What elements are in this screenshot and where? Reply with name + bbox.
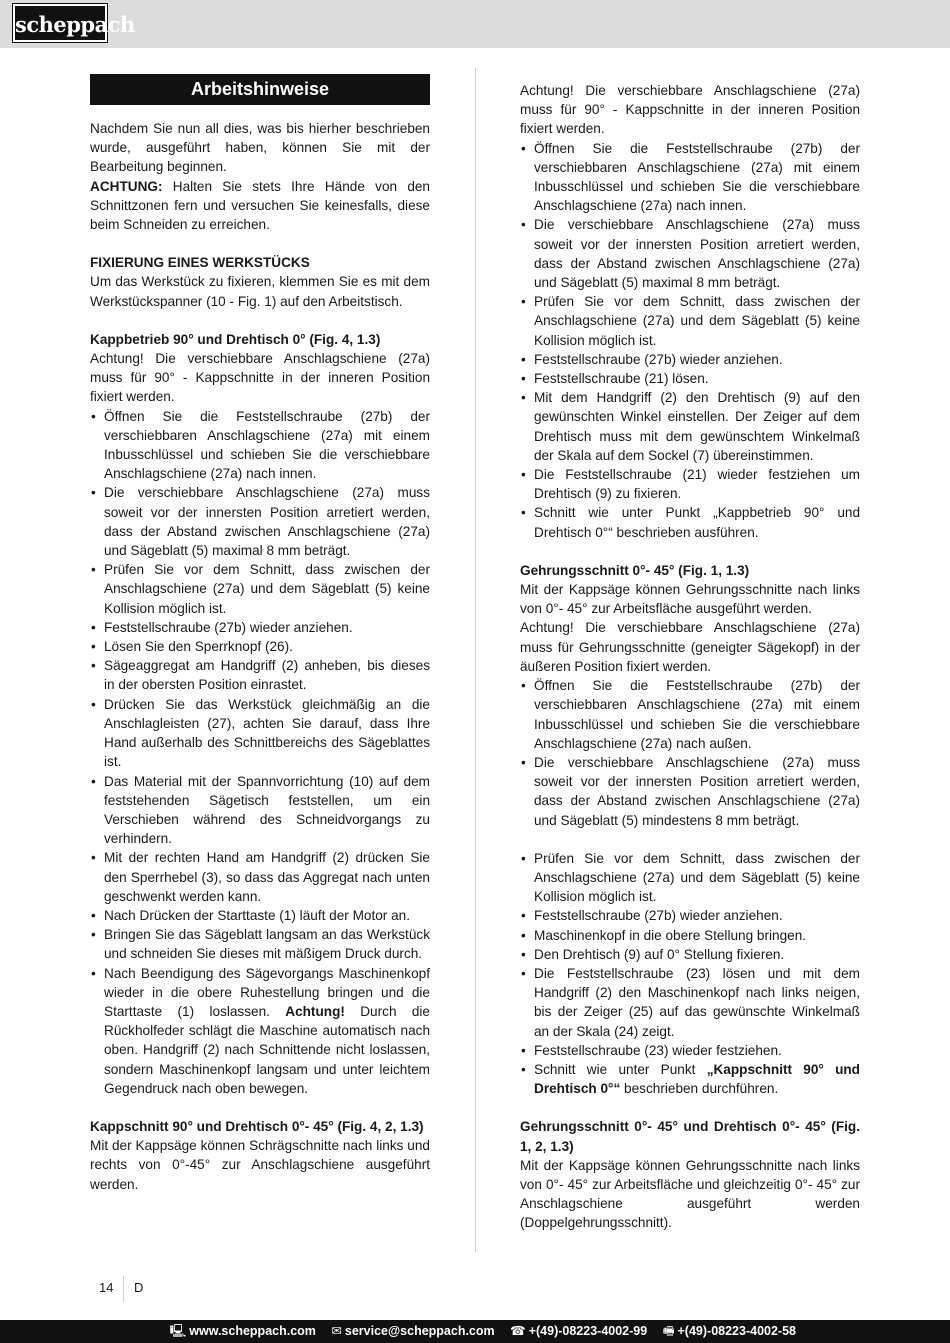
warning-text: Halten Sie stets Ihre Hände von den Schnittzonen fern und versuchen Sie keinesfalls, diese beim Schneiden zu erreichen.: [90, 178, 430, 233]
list-item: • Den Drehtisch (9) auf 0° Stellung fixieren.: [520, 945, 860, 964]
footer-web[interactable]: [170, 1324, 316, 1338]
warning-label: ACHTUNG:: [90, 178, 163, 194]
list-item: • Feststellschraube (27b) wieder anziehen.: [520, 350, 860, 369]
scheppach-logo[interactable]: scheppach: [13, 4, 107, 42]
list-item-text: Schnitt wie unter Punkt: [534, 1061, 707, 1077]
schnitt-heading: Kappschnitt 90° und Drehtisch 0°- 45° (Fig. 4, 2, 1.3): [90, 1118, 424, 1134]
list-item: • Öffnen Sie die Feststellschraube (27b) der verschiebbaren Anschlagschiene (27a) mit einem Inbusschlüssel und schieben Sie die verschiebbare Anschlagschiene (27a) nach außen.: [520, 676, 860, 753]
list-item: • Feststellschraube (21) lösen.: [520, 369, 860, 388]
section-title: Arbeitshinweise: [90, 74, 430, 105]
kapp-heading: Kappbetrieb 90° und Drehtisch 0° (Fig. 4, 1.3): [90, 331, 381, 347]
right-intro: Achtung! Die verschiebbare Anschlagschiene (27a) muss für 90° - Kappschnitte in der inneren Position fixiert werden.: [520, 83, 860, 137]
footer-phone: [510, 1324, 647, 1338]
gehrung-text: Mit der Kappsäge können Gehrungsschnitte nach links von 0°- 45° zur Arbeitsfläche ausgeführt werden.: [520, 582, 860, 617]
footer-fax: [663, 1324, 796, 1338]
list-item: • Öffnen Sie die Feststellschraube (27b) der verschiebbaren Anschlagschiene (27a) mit einem Inbusschlüssel und schieben Sie die verschiebbare Anschlagschiene (27a) nach innen.: [520, 139, 860, 216]
warning-paragraph: [90, 177, 430, 235]
list-item: • Die Feststellschraube (21) wieder festziehen um Drehtisch (9) zu fixieren.: [520, 465, 860, 503]
list-item: • Bringen Sie das Sägeblatt langsam an das Werkstück und schneiden Sie dieses mit mäßigem Druck durch.: [90, 925, 430, 963]
language-code: D: [134, 1280, 144, 1295]
phone-icon: ☎: [510, 1324, 526, 1338]
list-item: • Maschinenkopf in die obere Stellung bringen.: [520, 926, 860, 945]
list-item-text: Nach Beendigung des Sägevorgangs Maschinenkopf wieder in die obere Ruhestellung bringen und die Starttaste (1) loslassen.: [104, 965, 430, 1019]
doppelgehrung-heading: Gehrungsschnitt 0°- 45° und Drehtisch 0°- 45° (Fig. 1, 2, 1.3): [520, 1119, 860, 1154]
gehrung-steps-b: [520, 849, 860, 1099]
fix-heading: FIXIERUNG EINES WERKSTÜCKS: [90, 255, 310, 271]
list-item: • Prüfen Sie vor dem Schnitt, dass zwischen der Anschlagschiene (27a) und dem Sägeblatt (5) keine Kollision möglich ist.: [90, 560, 430, 618]
gehrung-warning: Achtung! Die verschiebbare Anschlagschiene (27a) muss für Gehrungsschnitte (geneigter Sägekopf) in der äußeren Position fixiert werden.: [520, 620, 860, 674]
list-item: [520, 1060, 860, 1098]
fax-number: +(49)-08223-4002-58: [677, 1324, 796, 1338]
kapp-intro: Achtung! Die verschiebbare Anschlagschiene (27a) muss für 90° - Kappschnitte in der inneren Position fixiert werden.: [90, 351, 430, 405]
list-item: • Lösen Sie den Sperrknopf (26).: [90, 637, 430, 656]
column-divider: [475, 68, 476, 1252]
list-item: • Die Feststellschraube (23) lösen und mit dem Handgriff (2) den Maschinenkopf nach links neigen, bis der Zeiger (25) auf das gewünschte Winkelmaß an der Skala (24) zeigt.: [520, 964, 860, 1041]
list-item: • Drücken Sie das Werkstück gleichmäßig an die Anschlagleisten (27), achten Sie darauf, dass Ihre Hand außerhalb des Schnittbereichs des Sägeblattes ist.: [90, 695, 430, 772]
list-item-text: Durch die Rückholfeder schlägt die Maschine automatisch nach oben. Handgriff (2) nach Schnittende nicht loslassen, sondern Maschinenkopf langsam und unter leichtem Gegendruck nach oben bewegen.: [104, 1003, 430, 1096]
list-item: • Schnitt wie unter Punkt „Kappbetrieb 90° und Drehtisch 0°“ beschrieben ausführen.: [520, 503, 860, 541]
phone-number: +(49)-08223-4002-99: [528, 1324, 648, 1338]
gehrung-heading: Gehrungsschnitt 0°- 45° (Fig. 1, 1.3): [520, 562, 750, 578]
list-item: [90, 964, 430, 1098]
drehtisch-steps: [520, 139, 860, 542]
website-link[interactable]: www.scheppach.com: [189, 1324, 316, 1338]
header-bar: [0, 0, 950, 48]
list-item: • Sägeaggregat am Handgriff (2) anheben, bis dieses in der obersten Position einrastet.: [90, 656, 430, 694]
list-item: • Das Material mit der Spannvorrichtung (10) auf dem feststehenden Sägetisch feststellen, um ein Verschieben während des Schneidvorgangs zu verhindern.: [90, 772, 430, 849]
list-item: • Feststellschraube (27b) wieder anziehen.: [520, 906, 860, 925]
list-item: • Die verschiebbare Anschlagschiene (27a) muss soweit vor der innersten Position arretiert werden, dass der Abstand zwischen Anschlagschiene (27a) und Sägeblatt (5) maximal 8 mm beträgt.: [90, 483, 430, 560]
right-column: [520, 81, 860, 1233]
list-item: • Öffnen Sie die Feststellschraube (27b) der verschiebbaren Anschlagschiene (27a) mit einem Inbusschlüssel und schieben Sie die verschiebbare Anschlagschiene (27a) nach innen.: [90, 407, 430, 484]
kapp-steps: [90, 407, 430, 1098]
list-item: • Nach Drücken der Starttaste (1) läuft der Motor an.: [90, 906, 430, 925]
page-number-divider: [123, 1276, 124, 1302]
list-item-text: beschrieben durchführen.: [620, 1081, 779, 1097]
fix-text: Um das Werkstück zu fixieren, klemmen Sie es mit dem Werkstückspanner (10 - Fig. 1) auf den Arbeitstisch.: [90, 274, 430, 309]
envelope-icon: ✉: [331, 1324, 342, 1338]
intro-text: Nachdem Sie nun all dies, was bis hierher beschrieben wurde, ausgeführt haben, können Sie mit der Bearbeitung beginnen.: [90, 121, 430, 175]
gehrung-steps-a: [520, 676, 860, 830]
list-item: • Mit der rechten Hand am Handgriff (2) drücken Sie den Sperrhebel (3), so dass das Aggregat nach unten geschwenkt werden kann.: [90, 848, 430, 906]
list-item-warning: Achtung!: [285, 1003, 345, 1019]
page-number: 14: [99, 1280, 114, 1295]
schnitt-text: Mit der Kappsäge können Schrägschnitte nach links und rechts von 0°-45° zur Anschlagschiene ausgeführt werden.: [90, 1138, 430, 1192]
list-item: • Mit dem Handgriff (2) den Drehtisch (9) auf den gewünschten Winkel einstellen. Der Zeiger auf dem Drehtisch muss mit dem gewünschtem Winkelmaß der Skala auf dem Sockel (7) übereinstimmen.: [520, 388, 860, 465]
list-item: • Prüfen Sie vor dem Schnitt, dass zwischen der Anschlagschiene (27a) und dem Sägeblatt (5) keine Kollision möglich ist.: [520, 292, 860, 350]
computer-icon: 🖳: [169, 1324, 187, 1338]
doppelgehrung-text: Mit der Kappsäge können Gehrungsschnitte nach links von 0°- 45° zur Arbeitsfläche und gleichzeitig 0°- 45° zur Anschlagschiene ausgeführt werden (Doppelgehrungsschnitt).: [520, 1157, 860, 1231]
list-item: • Feststellschraube (23) wieder festziehen.: [520, 1041, 860, 1060]
email-link[interactable]: service@scheppach.com: [344, 1324, 495, 1338]
list-item: • Feststellschraube (27b) wieder anziehen.: [90, 618, 430, 637]
list-item: • Prüfen Sie vor dem Schnitt, dass zwischen der Anschlagschiene (27a) und dem Sägeblatt (5) keine Kollision möglich ist.: [520, 849, 860, 907]
footer-bar: [0, 1320, 950, 1343]
list-item: • Die verschiebbare Anschlagschiene (27a) muss soweit vor der innersten Position arretiert werden, dass der Abstand zwischen Anschlagschiene (27a) und Sägeblatt (5) mindestens 8 mm beträgt.: [520, 753, 860, 830]
list-item: • Die verschiebbare Anschlagschiene (27a) muss soweit vor der innersten Position arretiert werden, dass der Abstand zwischen Anschlagschiene (27a) und Sägeblatt (5) maximal 8 mm beträgt.: [520, 215, 860, 292]
footer-mail[interactable]: [331, 1324, 494, 1338]
list-item-reference: „Kappschnitt 90° und Drehtisch 0°“: [534, 1061, 860, 1097]
fax-icon: 🖷: [662, 1324, 675, 1338]
left-column: [90, 74, 430, 1194]
